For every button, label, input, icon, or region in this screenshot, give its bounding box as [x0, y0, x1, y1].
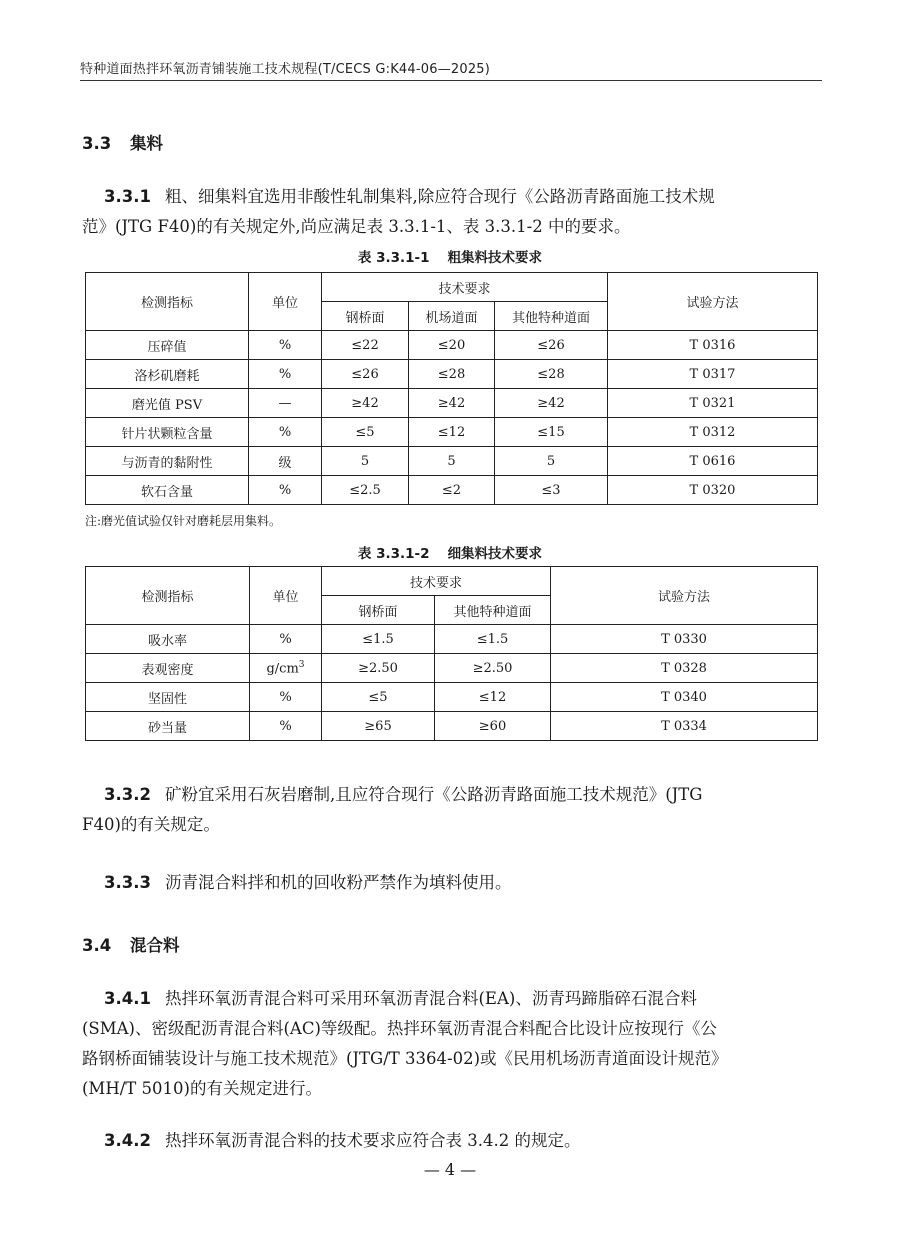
section-3-3-heading — [82, 130, 163, 154]
table-row — [86, 654, 818, 683]
clause-3-3-3 — [82, 868, 822, 898]
cell-method: T 0616 — [608, 447, 818, 476]
cell-unit: % — [250, 625, 322, 654]
cell-airport: ≤28 — [409, 360, 495, 389]
clause-number: 3.3.1 — [104, 187, 151, 206]
clause-text: 沥青混合料拌和机的回收粉严禁作为填料使用。 — [164, 873, 512, 892]
cell-method: T 0340 — [551, 683, 818, 712]
header-unit: 单位 — [250, 567, 322, 625]
cell-indicator: 吸水率 — [86, 625, 250, 654]
cell-other: 5 — [495, 447, 608, 476]
cell-unit: % — [250, 712, 322, 741]
cell-other: ≥42 — [495, 389, 608, 418]
header-method: 试验方法 — [608, 273, 818, 331]
section-number: 3.3 — [82, 134, 112, 153]
cell-method: T 0312 — [608, 418, 818, 447]
table-row — [86, 683, 818, 712]
cell-airport: ≤2 — [409, 476, 495, 505]
cell-steel-bridge: ≤5 — [322, 683, 435, 712]
clause-number: 3.3.3 — [104, 873, 151, 892]
clause-3-4-2 — [82, 1126, 822, 1156]
cell-steel-bridge: ≤1.5 — [322, 625, 435, 654]
clause-text-line: F40)的有关规定。 — [82, 815, 220, 834]
table-row — [86, 360, 818, 389]
cell-steel-bridge: ≥42 — [322, 389, 409, 418]
cell-other: ≥60 — [435, 712, 551, 741]
header-method: 试验方法 — [551, 567, 818, 625]
caption-number: 表 3.3.1-2 — [357, 546, 430, 562]
cell-other: ≤26 — [495, 331, 608, 360]
cell-unit: % — [249, 476, 322, 505]
table-row — [86, 476, 818, 505]
header-tech-req: 技术要求 — [322, 273, 608, 302]
cell-other: ≤28 — [495, 360, 608, 389]
table-row — [86, 331, 818, 360]
header-unit: 单位 — [249, 273, 322, 331]
page-number: — 4 — — [423, 1160, 477, 1179]
clause-3-3-1 — [82, 182, 822, 242]
cell-method: T 0321 — [608, 389, 818, 418]
cell-unit: % — [249, 418, 322, 447]
cell-indicator: 与沥青的黏附性 — [86, 447, 249, 476]
cell-unit: 级 — [249, 447, 322, 476]
clause-text-line: 范》(JTG F40)的有关规定外,尚应满足表 3.3.1-1、表 3.3.1-2 中的要求。 — [82, 217, 631, 236]
clause-text-line: 粗、细集料宜选用非酸性轧制集料,除应符合现行《公路沥青路面施工技术规 — [164, 187, 715, 206]
clause-text-line: (SMA)、密级配沥青混合料(AC)等级配。热拌环氧沥青混合料配合比设计应按现行《公 — [82, 1019, 717, 1038]
table-row — [86, 712, 818, 741]
clause-number: 3.3.2 — [104, 785, 151, 804]
section-title: 混合料 — [130, 936, 180, 955]
cell-airport: ≤12 — [409, 418, 495, 447]
unit-base: g/cm — [266, 661, 299, 677]
cell-steel-bridge: 5 — [322, 447, 409, 476]
table-row — [86, 625, 818, 654]
unit-superscript: 3 — [298, 659, 305, 670]
cell-other: ≤3 — [495, 476, 608, 505]
cell-steel-bridge: ≤26 — [322, 360, 409, 389]
section-3-4-heading — [82, 932, 180, 956]
cell-airport: 5 — [409, 447, 495, 476]
table-row — [86, 418, 818, 447]
cell-indicator: 坚固性 — [86, 683, 250, 712]
header-other: 其他特种道面 — [495, 302, 608, 331]
cell-steel-bridge: ≥2.50 — [322, 654, 435, 683]
cell-other: ≥2.50 — [435, 654, 551, 683]
clause-3-4-1 — [82, 984, 822, 1104]
cell-unit: — — [249, 389, 322, 418]
clause-number: 3.4.1 — [104, 989, 151, 1008]
clause-number: 3.4.2 — [104, 1131, 151, 1150]
cell-method: T 0330 — [551, 625, 818, 654]
section-number: 3.4 — [82, 936, 112, 955]
cell-other: ≤12 — [435, 683, 551, 712]
section-title: 集料 — [130, 134, 163, 153]
header-indicator: 检测指标 — [86, 567, 250, 625]
cell-method: T 0328 — [551, 654, 818, 683]
cell-method: T 0320 — [608, 476, 818, 505]
cell-steel-bridge: ≤5 — [322, 418, 409, 447]
clause-text-line: 矿粉宜采用石灰岩磨制,且应符合现行《公路沥青路面施工技术规范》(JTG — [164, 785, 703, 804]
table-row — [86, 389, 818, 418]
cell-airport: ≥42 — [409, 389, 495, 418]
header-indicator: 检测指标 — [86, 273, 249, 331]
clause-text: 热拌环氧沥青混合料的技术要求应符合表 3.4.2 的规定。 — [164, 1131, 581, 1150]
clause-text-line: 路钢桥面铺装设计与施工技术规范》(JTG/T 3364-02)或《民用机场沥青道面设计规范》 — [82, 1049, 728, 1068]
header-airport: 机场道面 — [409, 302, 495, 331]
clause-3-3-2 — [82, 780, 822, 840]
cell-steel-bridge: ≥65 — [322, 712, 435, 741]
caption-title: 粗集料技术要求 — [447, 250, 543, 266]
header-steel-bridge: 钢桥面 — [322, 302, 409, 331]
fine-aggregate-table — [85, 566, 818, 741]
table-1-caption — [0, 246, 900, 266]
header-steel-bridge: 钢桥面 — [322, 596, 435, 625]
cell-indicator: 砂当量 — [86, 712, 250, 741]
header-rule — [80, 80, 822, 81]
cell-indicator: 洛杉矶磨耗 — [86, 360, 249, 389]
running-header: 特种道面热拌环氧沥青铺装施工技术规程(T/CECS G:K44-06—2025) — [80, 62, 491, 77]
cell-steel-bridge: ≤2.5 — [322, 476, 409, 505]
cell-airport: ≤20 — [409, 331, 495, 360]
cell-unit: % — [249, 360, 322, 389]
cell-method: T 0316 — [608, 331, 818, 360]
header-other: 其他特种道面 — [435, 596, 551, 625]
caption-number: 表 3.3.1-1 — [357, 250, 430, 266]
cell-indicator: 磨光值 PSV — [86, 389, 249, 418]
caption-title: 细集料技术要求 — [447, 546, 543, 562]
cell-unit: % — [250, 683, 322, 712]
table-row — [86, 447, 818, 476]
cell-indicator: 针片状颗粒含量 — [86, 418, 249, 447]
header-tech-req: 技术要求 — [322, 567, 551, 596]
cell-other: ≤15 — [495, 418, 608, 447]
cell-indicator: 软石含量 — [86, 476, 249, 505]
clause-text-line: 热拌环氧沥青混合料可采用环氧沥青混合料(EA)、沥青玛蹄脂碎石混合料 — [164, 989, 697, 1008]
cell-unit — [250, 654, 322, 683]
cell-unit: % — [249, 331, 322, 360]
cell-indicator: 压碎值 — [86, 331, 249, 360]
cell-method: T 0334 — [551, 712, 818, 741]
cell-other: ≤1.5 — [435, 625, 551, 654]
table-1-note: 注:磨光值试验仅针对磨耗层用集料。 — [85, 514, 282, 528]
table-2-caption — [0, 542, 900, 562]
cell-method: T 0317 — [608, 360, 818, 389]
coarse-aggregate-table — [85, 272, 818, 505]
clause-text-line: (MH/T 5010)的有关规定进行。 — [82, 1079, 322, 1098]
cell-steel-bridge: ≤22 — [322, 331, 409, 360]
cell-indicator: 表观密度 — [86, 654, 250, 683]
